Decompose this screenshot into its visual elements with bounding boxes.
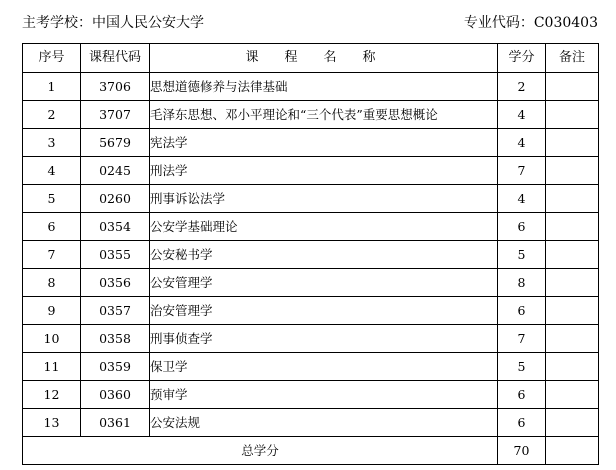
course-code: 0360: [81, 381, 150, 409]
course-credit: 4: [498, 101, 546, 129]
course-credit: 6: [498, 213, 546, 241]
course-name: 思想道德修养与法律基础: [150, 73, 498, 101]
course-note: [546, 73, 599, 101]
course-name: 刑事诉讼法学: [150, 185, 498, 213]
course-code: 3707: [81, 101, 150, 129]
course-note: [546, 101, 599, 129]
row-number: 11: [23, 353, 81, 381]
course-name: 治安管理学: [150, 297, 498, 325]
course-code: 0245: [81, 157, 150, 185]
row-number: 1: [23, 73, 81, 101]
course-credit: 4: [498, 185, 546, 213]
course-credit: 8: [498, 269, 546, 297]
document-header: [22, 10, 598, 34]
table-row: [23, 297, 599, 325]
course-name: 毛泽东思想、邓小平理论和“三个代表”重要思想概论: [150, 101, 498, 129]
course-credit: 5: [498, 241, 546, 269]
course-credit: 7: [498, 325, 546, 353]
row-number: 4: [23, 157, 81, 185]
row-number: 3: [23, 129, 81, 157]
table-row: [23, 185, 599, 213]
row-number: 7: [23, 241, 81, 269]
course-note: [546, 241, 599, 269]
course-credit: 2: [498, 73, 546, 101]
course-name: 保卫学: [150, 353, 498, 381]
course-code: 0361: [81, 409, 150, 437]
course-credit: 7: [498, 157, 546, 185]
course-code: 0358: [81, 325, 150, 353]
course-name: 公安法规: [150, 409, 498, 437]
total-row: [23, 437, 599, 465]
row-number: 6: [23, 213, 81, 241]
table-row: [23, 381, 599, 409]
table-row: [23, 73, 599, 101]
course-name: 公安管理学: [150, 269, 498, 297]
course-note: [546, 353, 599, 381]
course-code: 0354: [81, 213, 150, 241]
column-header-note: 备注: [546, 44, 599, 73]
total-note: [546, 437, 599, 465]
row-number: 9: [23, 297, 81, 325]
major-code-label: 专业代码：C030403: [463, 15, 598, 31]
total-credits-value: 70: [498, 437, 546, 465]
course-credit: 6: [498, 409, 546, 437]
course-table: [22, 43, 599, 465]
table-row: [23, 241, 599, 269]
course-code: 0357: [81, 297, 150, 325]
row-number: 8: [23, 269, 81, 297]
course-code: 0359: [81, 353, 150, 381]
row-number: 12: [23, 381, 81, 409]
course-note: [546, 185, 599, 213]
course-name: 宪法学: [150, 129, 498, 157]
table-row: [23, 269, 599, 297]
course-name: 公安秘书学: [150, 241, 498, 269]
course-code: 0356: [81, 269, 150, 297]
course-code: 5679: [81, 129, 150, 157]
row-number: 13: [23, 409, 81, 437]
column-header-name: 课程名称: [150, 44, 498, 73]
course-code: 0260: [81, 185, 150, 213]
course-note: [546, 269, 599, 297]
course-credit: 6: [498, 297, 546, 325]
course-credit: 5: [498, 353, 546, 381]
course-note: [546, 297, 599, 325]
course-name: 公安学基础理论: [150, 213, 498, 241]
course-note: [546, 409, 599, 437]
course-note: [546, 325, 599, 353]
column-header-no: 序号: [23, 44, 81, 73]
table-row: [23, 213, 599, 241]
column-header-credit: 学分: [498, 44, 546, 73]
table-row: [23, 101, 599, 129]
table-row: [23, 353, 599, 381]
course-note: [546, 157, 599, 185]
table-header-row: [23, 44, 599, 73]
course-note: [546, 213, 599, 241]
course-name: 刑法学: [150, 157, 498, 185]
row-number: 5: [23, 185, 81, 213]
course-note: [546, 381, 599, 409]
course-code: 0355: [81, 241, 150, 269]
total-credits-label: 总学分: [23, 437, 498, 465]
course-rows: [23, 73, 599, 465]
row-number: 10: [23, 325, 81, 353]
course-name: 刑事侦查学: [150, 325, 498, 353]
column-header-code: 课程代码: [81, 44, 150, 73]
table-row: [23, 325, 599, 353]
course-credit: 4: [498, 129, 546, 157]
table-row: [23, 409, 599, 437]
course-name: 预审学: [150, 381, 498, 409]
table-row: [23, 129, 599, 157]
table-row: [23, 157, 599, 185]
course-credit: 6: [498, 381, 546, 409]
row-number: 2: [23, 101, 81, 129]
course-code: 3706: [81, 73, 150, 101]
exam-school-label: 主考学校：中国人民公安大学: [22, 15, 204, 31]
course-note: [546, 129, 599, 157]
